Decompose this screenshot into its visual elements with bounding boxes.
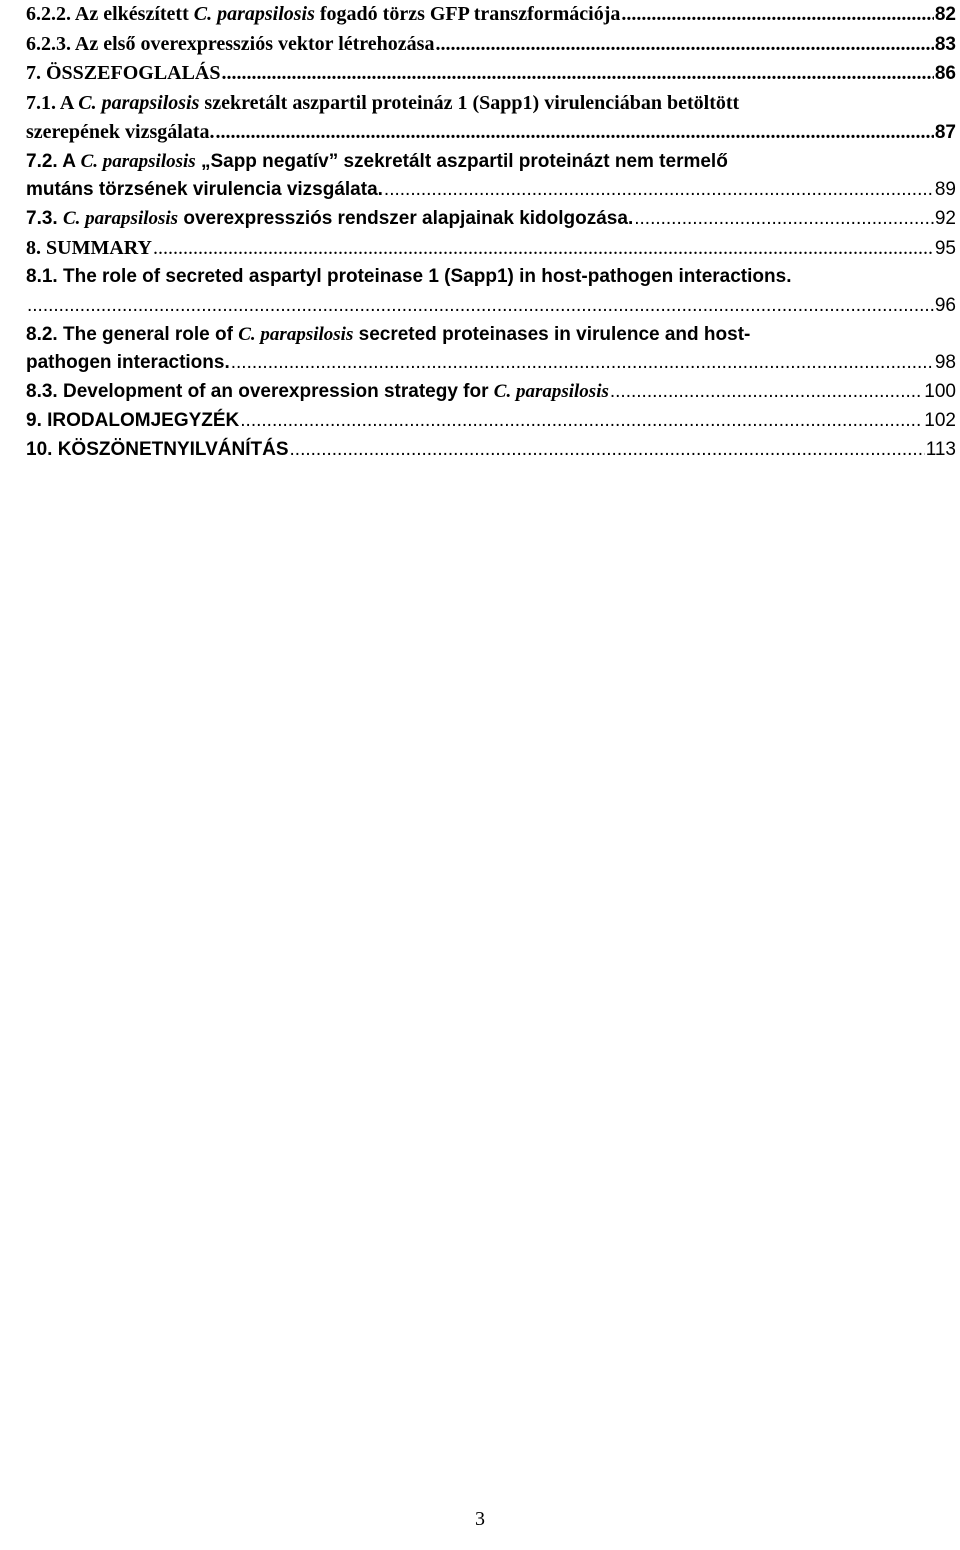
toc-title-post: overexpressziós rendszer alapjainak kidolgozása.	[178, 207, 634, 229]
toc-title: KÖSZÖNETNYILVÁNÍTÁS	[57, 438, 289, 460]
toc-entry-6-2-3[interactable]	[26, 30, 956, 60]
toc-entry-7-2[interactable]	[26, 148, 956, 205]
toc-title-line2: pathogen interactions.	[26, 352, 230, 374]
toc-page-number: 89	[934, 179, 956, 201]
dot-leader	[435, 30, 933, 59]
toc-title: IRODALOMJEGYZÉK	[47, 409, 240, 431]
toc-title-italic: C. parapsilosis	[62, 207, 179, 229]
toc-title-pre: Development of an overexpression strategy for	[62, 381, 494, 403]
toc-title: ÖSSZEFOGLALÁS	[46, 62, 221, 85]
toc-number: 8.	[26, 236, 41, 259]
dot-leader	[290, 436, 925, 465]
toc-title: Az első overexpressziós vektor létrehozása	[74, 32, 435, 55]
toc-number: 9.	[26, 409, 42, 431]
toc-entry-7[interactable]	[26, 59, 956, 89]
toc-page-number: 95	[934, 237, 956, 259]
toc-title-line2: szerepének vizsgálata.	[26, 120, 215, 143]
toc-number: 6.2.2.	[26, 3, 71, 25]
toc-entry-8-1[interactable]	[26, 263, 956, 320]
toc-page-number: 98	[934, 352, 956, 374]
toc-page-number: 82	[934, 4, 956, 25]
toc-number: 8.1.	[26, 266, 58, 288]
table-of-contents	[26, 0, 956, 464]
dot-leader	[610, 378, 923, 407]
toc-entry-7-3[interactable]	[26, 205, 956, 234]
toc-page-number: 113	[925, 438, 956, 460]
toc-entry-6-2-2[interactable]	[26, 0, 956, 30]
dot-leader	[231, 349, 934, 378]
toc-page-number: 92	[934, 207, 956, 229]
toc-number: 7.2.	[26, 150, 58, 172]
toc-title-post: fogadó törzs GFP transzformációja	[314, 3, 621, 25]
toc-title: SUMMARY	[46, 236, 152, 259]
toc-title-post: secreted proteinases in virulence and host-	[353, 323, 751, 345]
toc-title-italic: C. parapsilosis	[238, 323, 354, 345]
page-number: 3	[475, 1508, 485, 1530]
dot-leader	[634, 205, 934, 234]
toc-number: 10.	[26, 438, 53, 460]
toc-page-number: 96	[934, 295, 956, 317]
toc-title-italic: C. parapsilosis	[193, 3, 315, 25]
toc-entry-9[interactable]	[26, 407, 956, 436]
toc-page-number: 87	[934, 121, 956, 143]
toc-page-number: 102	[924, 409, 956, 431]
toc-title-post: szekretált aszpartil proteináz 1 (Sapp1) virulenciában betöltött	[199, 92, 740, 115]
toc-title-line2: mutáns törzsének virulencia vizsgálata.	[26, 179, 383, 201]
toc-title: The role of secreted aspartyl proteinase 1 (Sapp1) in host-pathogen interactions.	[62, 266, 792, 288]
toc-page-number: 86	[934, 63, 956, 85]
dot-leader	[153, 234, 934, 263]
toc-title-pre: The general role of	[62, 323, 239, 345]
toc-number: 7.	[26, 62, 41, 85]
toc-title-italic: C. parapsilosis	[78, 92, 200, 115]
toc-page-number: 83	[934, 33, 956, 55]
dot-leader	[216, 118, 934, 147]
dot-leader	[240, 407, 923, 436]
toc-title-pre: Az elkészített	[74, 3, 194, 25]
toc-entry-7-1[interactable]	[26, 89, 956, 147]
dot-leader	[27, 292, 934, 321]
toc-title-italic: C. parapsilosis	[493, 381, 609, 403]
toc-page-number: 100	[924, 381, 956, 403]
toc-entry-10[interactable]	[26, 436, 956, 465]
toc-title-pre: A	[62, 150, 81, 172]
toc-title-italic: C. parapsilosis	[80, 150, 196, 172]
toc-entry-8-3[interactable]	[26, 378, 956, 407]
dot-leader	[222, 59, 934, 88]
toc-title-post: „Sapp negatív” szekretált aszpartil proteinázt nem termelő	[195, 150, 728, 172]
dot-leader	[384, 176, 934, 205]
toc-title-pre: A	[59, 92, 79, 115]
toc-number: 7.3.	[26, 207, 58, 229]
dot-leader	[621, 0, 933, 29]
toc-entry-8-2[interactable]	[26, 321, 956, 378]
toc-number: 8.2.	[26, 323, 58, 345]
toc-number: 8.3.	[26, 381, 58, 403]
toc-number: 6.2.3.	[26, 32, 71, 55]
toc-number: 7.1.	[26, 92, 56, 115]
toc-entry-8[interactable]	[26, 234, 956, 264]
